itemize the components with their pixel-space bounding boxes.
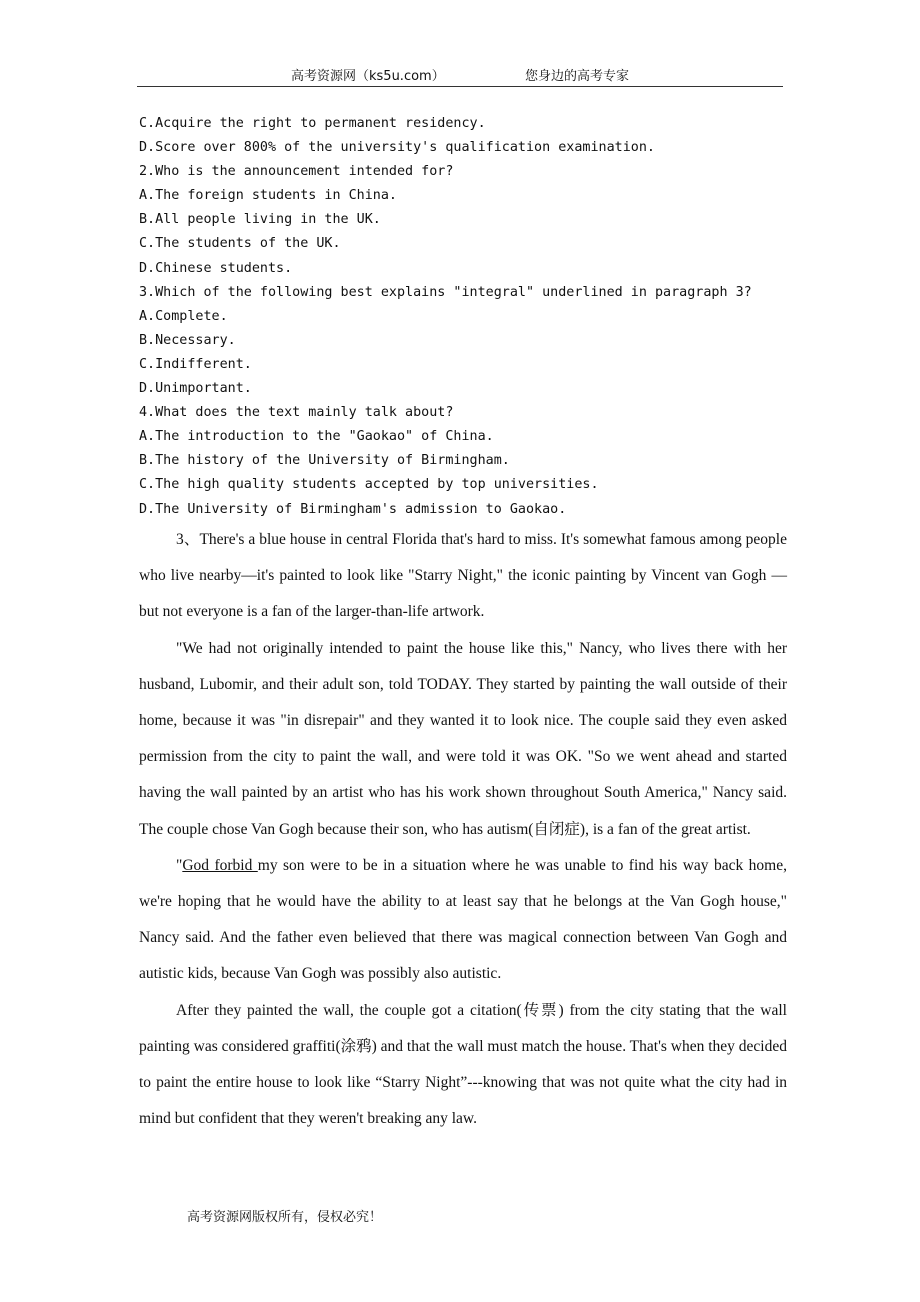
passage-paragraph-2: "We had not originally intended to paint the house like this," Nancy, who lives there with her husband, Lubomir, and their adult son, told TODAY. They started by painting the wall outside of their home, because it was "in disrepair" and they wanted it to look nice. The couple said they even asked permission from the city to paint the wall, and were told it was OK. "So we went ahead and started having the wall painted by an artist who has his work shown throughout South America," Nancy said. The couple chose Van Gogh because their son, who has autism(自闭症), is a fan of the great artist. — [139, 639, 787, 838]
paragraph-3-text: my son were to be in a situation where he was unable to find his way back home, we're hoping that he would have the ability to at least say that he belongs at the Van Gogh house," Nancy said. And the father even believed that there was magical connection between Van Gogh and autistic kids, because Van Gogh was possibly also autistic. — [139, 856, 787, 983]
option-line: A.Complete. — [139, 308, 228, 324]
questions-block — [139, 112, 799, 522]
page-footer: 高考资源网版权所有，侵权必究！ — [187, 1210, 383, 1225]
option-line: A.The foreign students in China. — [139, 188, 397, 204]
option-line: D.Chinese students. — [139, 260, 293, 276]
page-header — [137, 62, 783, 87]
question-line: 2.Who is the announcement intended for? — [139, 164, 454, 180]
underlined-phrase: God forbid — [182, 856, 258, 874]
option-line: C.Indifferent. — [139, 356, 252, 372]
open-quote: " — [176, 856, 183, 874]
question-line: 3.Which of the following best explains "integral" underlined in paragraph 3? — [139, 284, 752, 300]
passage-paragraph-1: 3、There's a blue house in central Florida that's hard to miss. It's somewhat famous among people who live nearby—it's painted to look like "Starry Night," the iconic painting by Vincent van Gogh — but not everyone is a fan of the larger-than-life artwork. — [139, 531, 787, 621]
passage-paragraph-3 — [139, 848, 787, 993]
option-line: A.The introduction to the "Gaokao" of China. — [139, 429, 494, 445]
reading-passage — [139, 522, 787, 1137]
option-line: B.All people living in the UK. — [139, 212, 381, 228]
question-line: 4.What does the text mainly talk about? — [139, 405, 454, 421]
option-line: B.The history of the University of Birmingham. — [139, 453, 510, 469]
passage-paragraph-4: After they painted the wall, the couple got a citation(传票) from the city stating that the wall painting was considered graffiti(涂鸦) and that the wall must match the house. That's when they decided to paint the entire house to look like “Starry Night”---knowing that was not quite what the city had in mind but confident that they weren't breaking any law. — [139, 1001, 787, 1128]
option-line: B.Necessary. — [139, 332, 236, 348]
header-site-name: 高考资源网（ks5u.com） — [291, 69, 445, 84]
option-line: C.The students of the UK. — [139, 236, 341, 252]
option-line: C.Acquire the right to permanent residency. — [139, 116, 486, 131]
option-line: D.Unimportant. — [139, 381, 252, 397]
header-slogan: 您身边的高考专家 — [525, 69, 630, 84]
option-line: D.The University of Birmingham's admission to Gaokao. — [139, 501, 567, 517]
option-line: C.The high quality students accepted by top universities. — [139, 477, 599, 493]
option-line: D.Score over 800% of the university's qualification examination. — [139, 140, 655, 156]
